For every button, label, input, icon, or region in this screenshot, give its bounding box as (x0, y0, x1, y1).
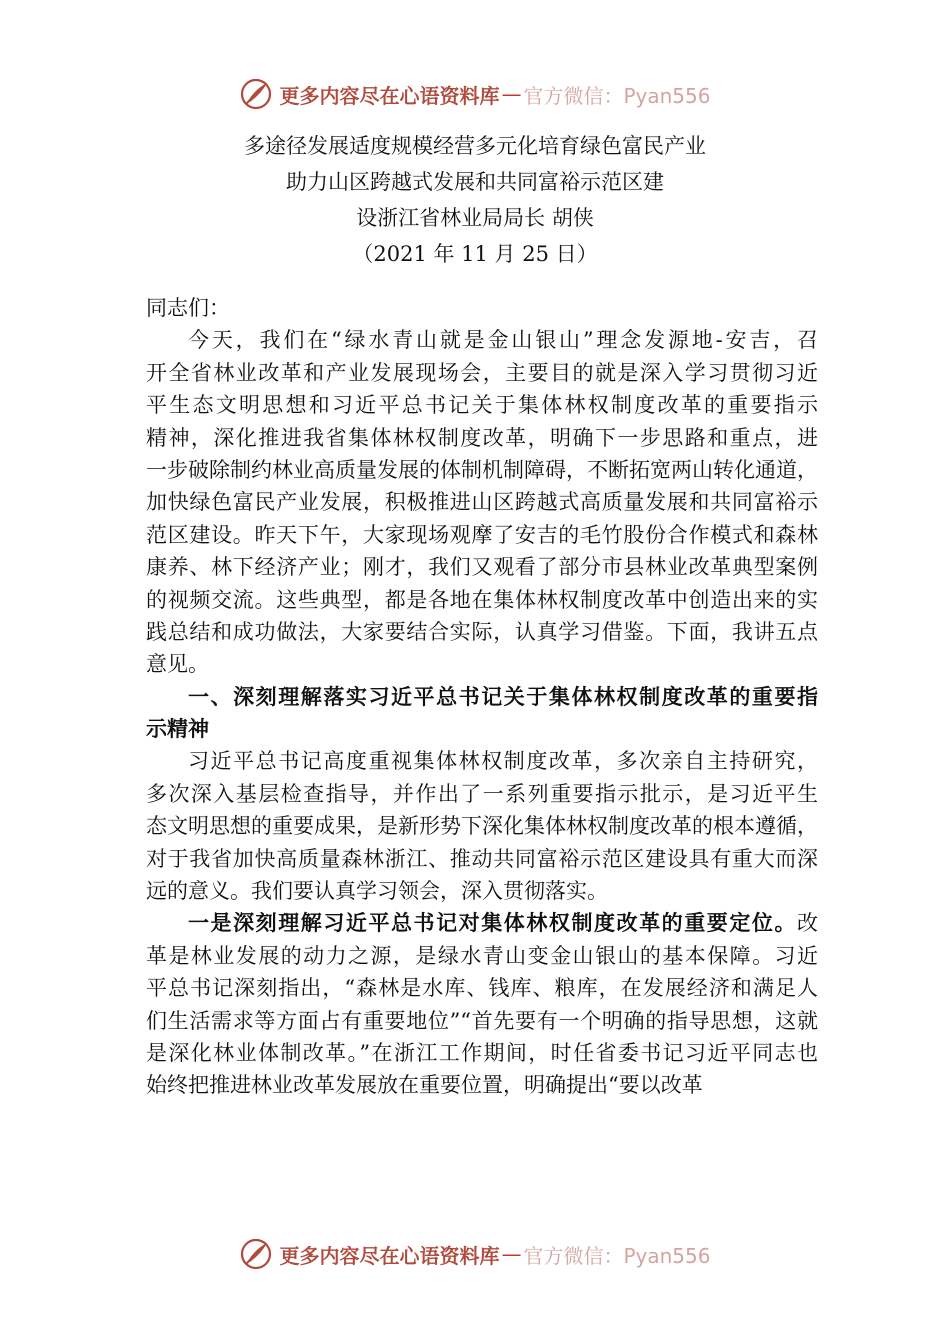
heading-line: 示精神 (146, 717, 209, 742)
text-line (146, 907, 818, 939)
text-line: 精神，深化推进我省集体林权制度改革，明确下一步思路和重点，进 (146, 425, 818, 450)
greeting: 同志们： (146, 296, 230, 320)
text-line: 一步破除制约林业高质量发展的体制机制障碍，不断拓宽两山转化通道， (146, 457, 818, 482)
text-span: 改 (797, 911, 818, 936)
banner-wechat-text: 官方微信：Pyan556 (523, 83, 711, 108)
banner-dash: — (501, 1242, 522, 1266)
paragraph-1 (146, 324, 818, 680)
quill-logo-icon (239, 1237, 273, 1271)
text-line: 平生态文明思想和习近平总书记关于集体林权制度改革的重要指示 (146, 393, 818, 418)
banner-brand-text: 更多内容尽在心语资料库 (279, 1243, 500, 1268)
section-heading-1 (146, 681, 818, 746)
text-line: 范区建设。昨天下午，大家现场观摩了安吉的毛竹股份合作模式和森林 (146, 522, 818, 547)
banner-brand-text: 更多内容尽在心语资料库 (279, 83, 500, 108)
text-line: 康养、林下经济产业；刚才，我们又观看了部分市县林业改革典型案例 (146, 555, 818, 580)
text-line: 的视频交流。这些典型，都是各地在集体林权制度改革中创造出来的实 (146, 587, 818, 612)
text-line: 对于我省加快高质量森林浙江、推动共同富裕示范区建设具有重大而深 (146, 846, 818, 871)
text-line: 今天，我们在“绿水青山就是金山银山”理念发源地-安吉，召 (188, 328, 818, 353)
title-date: （2021 年 11 月 25 日） (352, 242, 598, 266)
text-line: 始终把推进林业改革发展放在重要位置，明确提出“要以改革 (146, 1073, 703, 1098)
text-line: 是深化林业体制改革。”在浙江工作期间，时任省委书记习近平同志也 (146, 1040, 818, 1065)
text-line: 革是林业发展的动力之源，是绿水青山变金山银山的基本保障。习近 (146, 943, 818, 968)
paragraph-2 (146, 745, 818, 907)
text-line: 开全省林业改革和产业发展现场会，主要目的就是深入学习贯彻习近 (146, 360, 818, 385)
banner-dash: — (501, 82, 522, 106)
heading-line: 一、深刻理解落实习近平总书记关于集体林权制度改革的重要指 (188, 684, 818, 709)
text-line: 践总结和成功做法，大家要结合实际，认真学习借鉴。下面，我讲五点 (146, 619, 818, 644)
text-line: 习近平总书记高度重视集体林权制度改革，多次亲自主持研究， (188, 749, 818, 774)
text-line: 意见。 (146, 652, 209, 677)
text-line: 们生活需求等方面占有重要地位”“首先要有一个明确的指导思想，这就 (146, 1008, 818, 1033)
paragraph-3 (146, 907, 818, 1101)
footer-banner (0, 1234, 950, 1274)
text-line: 远的意义。我们要认真学习领会，深入贯彻落实。 (146, 879, 608, 904)
title-line: 多途径发展适度规模经营多元化培育绿色富民产业 (244, 134, 706, 158)
document-body (146, 292, 818, 1102)
document-title (0, 128, 950, 272)
text-line: 平总书记深刻指出，“森林是水库、钱库、粮库，在发展经济和满足人 (146, 976, 818, 1001)
title-line: 设浙江省林业局局长 胡侠 (356, 206, 594, 230)
text-line: 加快绿色富民产业发展，积极推进山区跨越式高质量发展和共同富裕示 (146, 490, 818, 515)
text-line: 态文明思想的重要成果，是新形势下深化集体林权制度改革的根本遵循， (146, 814, 818, 839)
title-line: 助力山区跨越式发展和共同富裕示范区建 (286, 170, 664, 194)
emphasis-text: 一是深刻理解习近平总书记对集体林权制度改革的重要定位。 (188, 911, 797, 936)
text-line: 多次深入基层检查指导，并作出了一系列重要指示批示，是习近平生 (146, 781, 818, 806)
quill-logo-icon (239, 77, 273, 111)
header-banner (0, 74, 950, 114)
banner-wechat-text: 官方微信：Pyan556 (523, 1243, 711, 1268)
